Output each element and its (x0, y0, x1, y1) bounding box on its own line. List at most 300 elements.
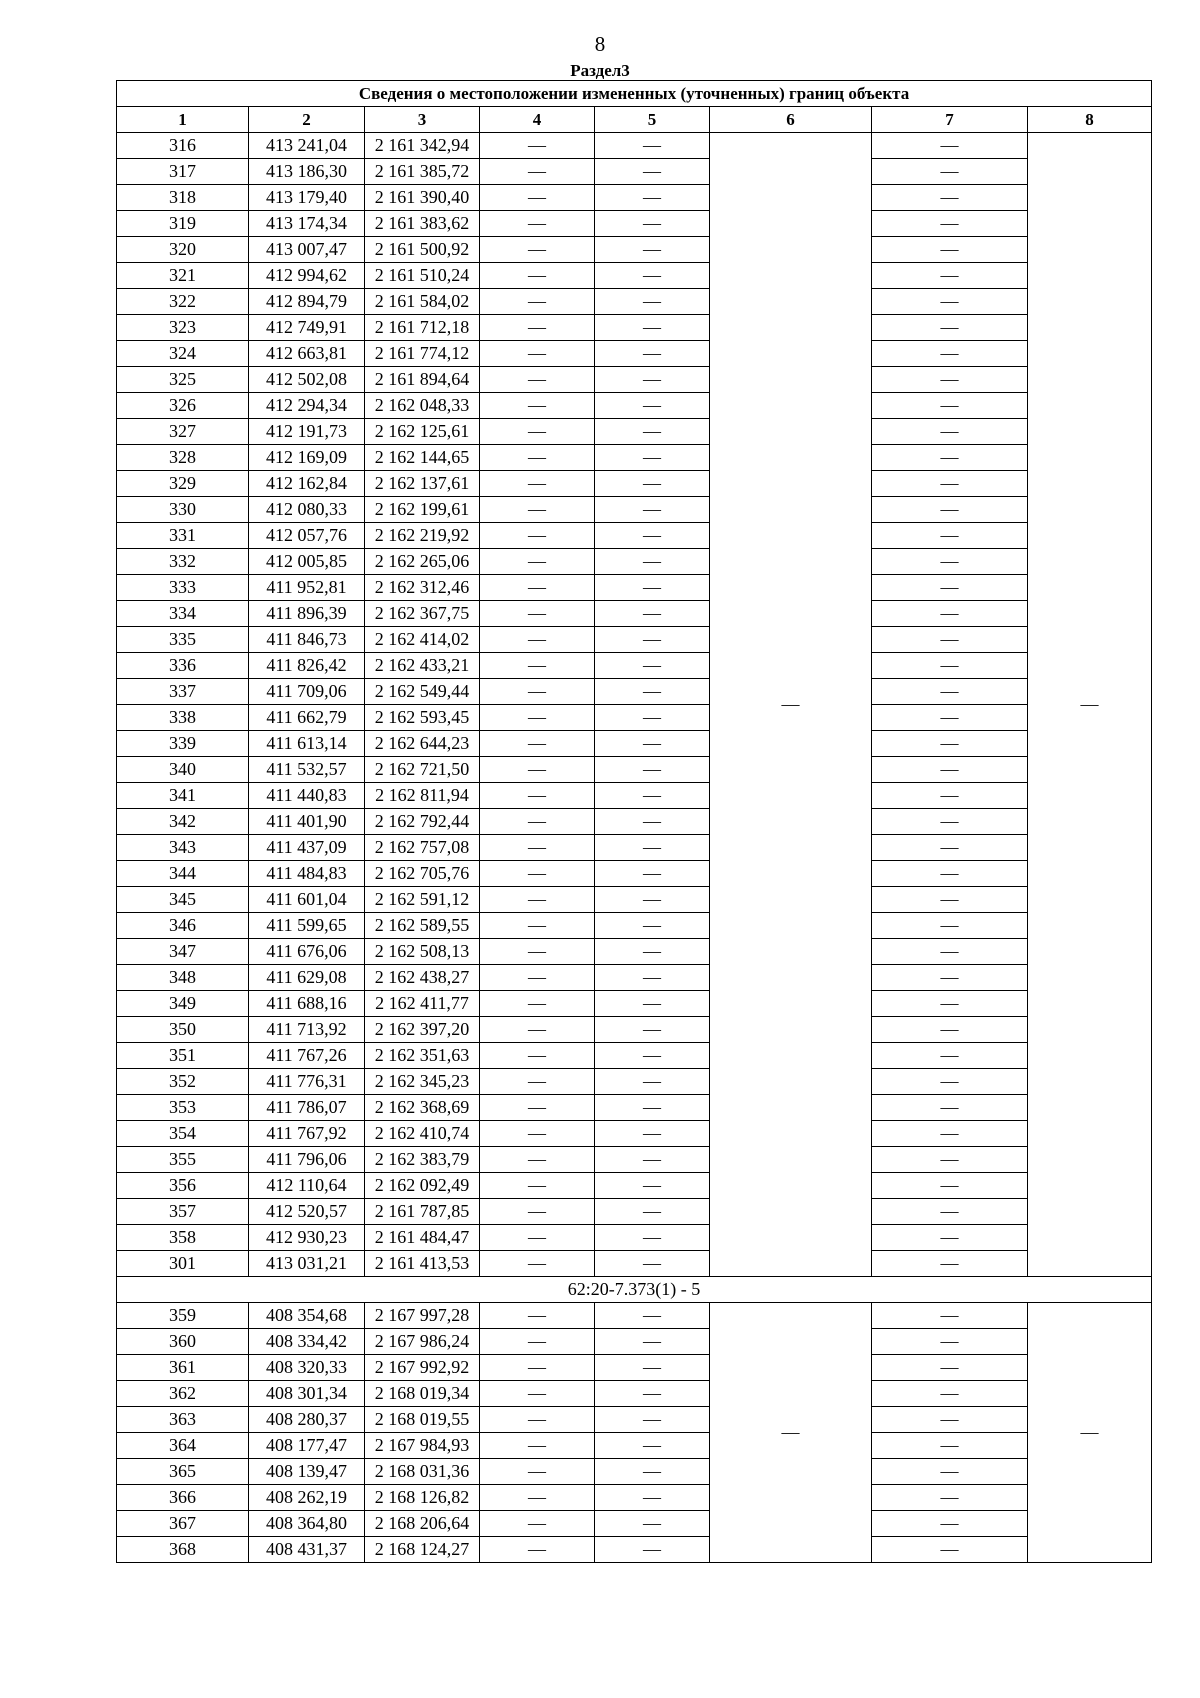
coord-x-cell: 411 846,73 (249, 627, 365, 653)
col7-dash-cell: — (872, 211, 1028, 237)
col5-dash-cell: — (595, 965, 710, 991)
col7-dash-cell: — (872, 887, 1028, 913)
coord-y-cell: 2 168 031,36 (365, 1459, 480, 1485)
col5-dash-cell: — (595, 1407, 710, 1433)
col7-dash-cell: — (872, 939, 1028, 965)
col4-dash-cell: — (480, 1355, 595, 1381)
coord-y-cell: 2 161 712,18 (365, 315, 480, 341)
coord-x-cell: 411 613,14 (249, 731, 365, 757)
col7-dash-cell: — (872, 445, 1028, 471)
col8-merged-cell: — (1028, 1303, 1152, 1563)
point-number-cell: 335 (117, 627, 249, 653)
coord-y-cell: 2 162 397,20 (365, 1017, 480, 1043)
col5-dash-cell: — (595, 705, 710, 731)
table-row (117, 731, 1152, 757)
col4-dash-cell: — (480, 471, 595, 497)
col4-dash-cell: — (480, 887, 595, 913)
coord-y-cell: 2 167 992,92 (365, 1355, 480, 1381)
point-number-cell: 355 (117, 1147, 249, 1173)
col5-dash-cell: — (595, 1095, 710, 1121)
point-number-cell: 321 (117, 263, 249, 289)
col5-dash-cell: — (595, 1303, 710, 1329)
coord-y-cell: 2 162 721,50 (365, 757, 480, 783)
col7-dash-cell: — (872, 731, 1028, 757)
coord-x-cell: 411 401,90 (249, 809, 365, 835)
coord-y-cell: 2 162 811,94 (365, 783, 480, 809)
table-row (117, 159, 1152, 185)
table-row (117, 367, 1152, 393)
table-row (117, 133, 1152, 159)
point-number-cell: 340 (117, 757, 249, 783)
table-row (117, 1433, 1152, 1459)
col4-dash-cell: — (480, 263, 595, 289)
coord-y-cell: 2 161 413,53 (365, 1251, 480, 1277)
table-row (117, 601, 1152, 627)
col4-dash-cell: — (480, 1017, 595, 1043)
col4-dash-cell: — (480, 523, 595, 549)
col7-dash-cell: — (872, 627, 1028, 653)
col6-merged-cell: — (710, 1303, 872, 1563)
coord-y-cell: 2 161 390,40 (365, 185, 480, 211)
col7-dash-cell: — (872, 965, 1028, 991)
coord-x-cell: 408 320,33 (249, 1355, 365, 1381)
coord-x-cell: 413 174,34 (249, 211, 365, 237)
point-number-cell: 358 (117, 1225, 249, 1251)
table-row (117, 1485, 1152, 1511)
col4-dash-cell: — (480, 1173, 595, 1199)
col5-dash-cell: — (595, 783, 710, 809)
point-number-cell: 349 (117, 991, 249, 1017)
column-header-6: 6 (710, 107, 872, 133)
col4-dash-cell: — (480, 1459, 595, 1485)
coord-x-cell: 411 676,06 (249, 939, 365, 965)
col4-dash-cell: — (480, 315, 595, 341)
coord-x-cell: 413 031,21 (249, 1251, 365, 1277)
col4-dash-cell: — (480, 1043, 595, 1069)
col4-dash-cell: — (480, 1433, 595, 1459)
table-row (117, 263, 1152, 289)
col7-dash-cell: — (872, 1069, 1028, 1095)
coord-y-cell: 2 162 411,77 (365, 991, 480, 1017)
table-row (117, 653, 1152, 679)
coord-x-cell: 411 786,07 (249, 1095, 365, 1121)
point-number-cell: 359 (117, 1303, 249, 1329)
col4-dash-cell: — (480, 1121, 595, 1147)
coord-y-cell: 2 162 265,06 (365, 549, 480, 575)
col5-dash-cell: — (595, 1121, 710, 1147)
point-number-cell: 357 (117, 1199, 249, 1225)
coord-x-cell: 412 057,76 (249, 523, 365, 549)
table-row (117, 1199, 1152, 1225)
col7-dash-cell: — (872, 1381, 1028, 1407)
coord-x-cell: 412 520,57 (249, 1199, 365, 1225)
col7-dash-cell: — (872, 393, 1028, 419)
col5-dash-cell: — (595, 679, 710, 705)
col7-dash-cell: — (872, 1225, 1028, 1251)
point-number-cell: 366 (117, 1485, 249, 1511)
col5-dash-cell: — (595, 1433, 710, 1459)
column-header-8: 8 (1028, 107, 1152, 133)
col4-dash-cell: — (480, 549, 595, 575)
coord-x-cell: 411 709,06 (249, 679, 365, 705)
col4-dash-cell: — (480, 965, 595, 991)
col5-dash-cell: — (595, 523, 710, 549)
table-row (117, 1147, 1152, 1173)
column-header-1: 1 (117, 107, 249, 133)
coord-y-cell: 2 161 383,62 (365, 211, 480, 237)
point-number-cell: 364 (117, 1433, 249, 1459)
col5-dash-cell: — (595, 1329, 710, 1355)
col7-dash-cell: — (872, 1043, 1028, 1069)
table-row (117, 523, 1152, 549)
col7-dash-cell: — (872, 783, 1028, 809)
table-row (117, 1303, 1152, 1329)
column-header-2: 2 (249, 107, 365, 133)
coord-y-cell: 2 162 351,63 (365, 1043, 480, 1069)
point-number-cell: 365 (117, 1459, 249, 1485)
coord-x-cell: 412 502,08 (249, 367, 365, 393)
col7-dash-cell: — (872, 861, 1028, 887)
table-row (117, 1459, 1152, 1485)
col5-dash-cell: — (595, 1043, 710, 1069)
coord-x-cell: 412 110,64 (249, 1173, 365, 1199)
coord-x-cell: 411 776,31 (249, 1069, 365, 1095)
coord-y-cell: 2 168 019,55 (365, 1407, 480, 1433)
point-number-cell: 368 (117, 1537, 249, 1563)
coord-y-cell: 2 168 206,64 (365, 1511, 480, 1537)
col7-dash-cell: — (872, 1485, 1028, 1511)
col5-dash-cell: — (595, 185, 710, 211)
coord-x-cell: 411 952,81 (249, 575, 365, 601)
col4-dash-cell: — (480, 341, 595, 367)
col7-dash-cell: — (872, 315, 1028, 341)
coord-y-cell: 2 162 591,12 (365, 887, 480, 913)
coord-y-cell: 2 162 593,45 (365, 705, 480, 731)
column-header-4: 4 (480, 107, 595, 133)
col4-dash-cell: — (480, 653, 595, 679)
point-number-cell: 334 (117, 601, 249, 627)
col6-merged-cell: — (710, 133, 872, 1277)
coordinates-table (116, 80, 1152, 1563)
col7-dash-cell: — (872, 1251, 1028, 1277)
point-number-cell: 337 (117, 679, 249, 705)
coord-x-cell: 411 896,39 (249, 601, 365, 627)
table-row (117, 679, 1152, 705)
col7-dash-cell: — (872, 263, 1028, 289)
coord-y-cell: 2 168 124,27 (365, 1537, 480, 1563)
col5-dash-cell: — (595, 1199, 710, 1225)
point-number-cell: 356 (117, 1173, 249, 1199)
coord-x-cell: 411 599,65 (249, 913, 365, 939)
col7-dash-cell: — (872, 1537, 1028, 1563)
table-caption: Сведения о местоположении измененных (уточненных) границ объекта (117, 81, 1152, 107)
col4-dash-cell: — (480, 393, 595, 419)
col4-dash-cell: — (480, 367, 595, 393)
coord-x-cell: 411 688,16 (249, 991, 365, 1017)
table-row (117, 913, 1152, 939)
coord-y-cell: 2 161 500,92 (365, 237, 480, 263)
col5-dash-cell: — (595, 1251, 710, 1277)
col5-dash-cell: — (595, 913, 710, 939)
section-title: Раздел3 (570, 61, 630, 80)
col7-dash-cell: — (872, 1095, 1028, 1121)
coord-y-cell: 2 162 219,92 (365, 523, 480, 549)
coord-x-cell: 411 484,83 (249, 861, 365, 887)
table-row (117, 627, 1152, 653)
coord-x-cell: 408 301,34 (249, 1381, 365, 1407)
col7-dash-cell: — (872, 1303, 1028, 1329)
point-number-cell: 345 (117, 887, 249, 913)
col5-dash-cell: — (595, 1537, 710, 1563)
col5-dash-cell: — (595, 939, 710, 965)
col5-dash-cell: — (595, 471, 710, 497)
point-number-cell: 344 (117, 861, 249, 887)
col4-dash-cell: — (480, 1407, 595, 1433)
col4-dash-cell: — (480, 1147, 595, 1173)
table-row (117, 991, 1152, 1017)
table-row (117, 1173, 1152, 1199)
coord-y-cell: 2 162 368,69 (365, 1095, 480, 1121)
point-number-cell: 325 (117, 367, 249, 393)
table-row (117, 393, 1152, 419)
point-number-cell: 350 (117, 1017, 249, 1043)
coord-x-cell: 408 262,19 (249, 1485, 365, 1511)
point-number-cell: 317 (117, 159, 249, 185)
coord-x-cell: 408 364,80 (249, 1511, 365, 1537)
coord-y-cell: 2 162 312,46 (365, 575, 480, 601)
col7-dash-cell: — (872, 1459, 1028, 1485)
table-row (117, 1017, 1152, 1043)
column-header-5: 5 (595, 107, 710, 133)
point-number-cell: 343 (117, 835, 249, 861)
point-number-cell: 346 (117, 913, 249, 939)
coord-y-cell: 2 161 510,24 (365, 263, 480, 289)
coord-y-cell: 2 162 438,27 (365, 965, 480, 991)
col4-dash-cell: — (480, 1485, 595, 1511)
coord-y-cell: 2 162 414,02 (365, 627, 480, 653)
col4-dash-cell: — (480, 913, 595, 939)
coord-x-cell: 411 826,42 (249, 653, 365, 679)
col4-dash-cell: — (480, 289, 595, 315)
coord-x-cell: 408 431,37 (249, 1537, 365, 1563)
col7-dash-cell: — (872, 913, 1028, 939)
point-number-cell: 336 (117, 653, 249, 679)
coord-y-cell: 2 161 385,72 (365, 159, 480, 185)
col4-dash-cell: — (480, 237, 595, 263)
col4-dash-cell: — (480, 419, 595, 445)
point-number-cell: 360 (117, 1329, 249, 1355)
col7-dash-cell: — (872, 1511, 1028, 1537)
col7-dash-cell: — (872, 1173, 1028, 1199)
col7-dash-cell: — (872, 1199, 1028, 1225)
table-row (117, 575, 1152, 601)
coord-y-cell: 2 162 199,61 (365, 497, 480, 523)
coord-y-cell: 2 162 549,44 (365, 679, 480, 705)
coord-x-cell: 412 749,91 (249, 315, 365, 341)
col5-dash-cell: — (595, 367, 710, 393)
coord-x-cell: 408 280,37 (249, 1407, 365, 1433)
table-row (117, 705, 1152, 731)
coord-y-cell: 2 162 345,23 (365, 1069, 480, 1095)
col5-dash-cell: — (595, 653, 710, 679)
col4-dash-cell: — (480, 133, 595, 159)
coord-y-cell: 2 168 126,82 (365, 1485, 480, 1511)
coord-y-cell: 2 162 433,21 (365, 653, 480, 679)
col4-dash-cell: — (480, 1251, 595, 1277)
col7-dash-cell: — (872, 705, 1028, 731)
table-row (117, 419, 1152, 445)
table-row (117, 757, 1152, 783)
coord-x-cell: 412 994,62 (249, 263, 365, 289)
coord-y-cell: 2 162 410,74 (365, 1121, 480, 1147)
col5-dash-cell: — (595, 757, 710, 783)
coord-x-cell: 413 186,30 (249, 159, 365, 185)
coord-x-cell: 411 532,57 (249, 757, 365, 783)
col7-dash-cell: — (872, 835, 1028, 861)
point-number-cell: 327 (117, 419, 249, 445)
col4-dash-cell: — (480, 445, 595, 471)
table-row (117, 1511, 1152, 1537)
coord-x-cell: 412 294,34 (249, 393, 365, 419)
col4-dash-cell: — (480, 601, 595, 627)
col7-dash-cell: — (872, 1121, 1028, 1147)
col4-dash-cell: — (480, 731, 595, 757)
col7-dash-cell: — (872, 1355, 1028, 1381)
point-number-cell: 363 (117, 1407, 249, 1433)
col4-dash-cell: — (480, 1069, 595, 1095)
col4-dash-cell: — (480, 1511, 595, 1537)
coord-x-cell: 411 767,92 (249, 1121, 365, 1147)
col7-dash-cell: — (872, 757, 1028, 783)
coord-y-cell: 2 168 019,34 (365, 1381, 480, 1407)
col5-dash-cell: — (595, 575, 710, 601)
point-number-cell: 323 (117, 315, 249, 341)
col4-dash-cell: — (480, 809, 595, 835)
col5-dash-cell: — (595, 1485, 710, 1511)
coord-y-cell: 2 162 757,08 (365, 835, 480, 861)
column-header-row (117, 107, 1152, 133)
table-row (117, 341, 1152, 367)
coord-x-cell: 412 191,73 (249, 419, 365, 445)
col7-dash-cell: — (872, 185, 1028, 211)
coord-y-cell: 2 162 137,61 (365, 471, 480, 497)
coord-x-cell: 413 241,04 (249, 133, 365, 159)
point-number-cell: 341 (117, 783, 249, 809)
col7-dash-cell: — (872, 367, 1028, 393)
point-number-cell: 351 (117, 1043, 249, 1069)
coord-x-cell: 411 767,26 (249, 1043, 365, 1069)
table-row (117, 1121, 1152, 1147)
coord-y-cell: 2 162 367,75 (365, 601, 480, 627)
col5-dash-cell: — (595, 731, 710, 757)
col5-dash-cell: — (595, 497, 710, 523)
coord-y-cell: 2 162 792,44 (365, 809, 480, 835)
col4-dash-cell: — (480, 1303, 595, 1329)
table-row (117, 185, 1152, 211)
col4-dash-cell: — (480, 211, 595, 237)
col7-dash-cell: — (872, 523, 1028, 549)
coord-y-cell: 2 161 787,85 (365, 1199, 480, 1225)
col5-dash-cell: — (595, 1459, 710, 1485)
col7-dash-cell: — (872, 419, 1028, 445)
col7-dash-cell: — (872, 1329, 1028, 1355)
col5-dash-cell: — (595, 237, 710, 263)
col5-dash-cell: — (595, 601, 710, 627)
table-row (117, 783, 1152, 809)
point-number-cell: 367 (117, 1511, 249, 1537)
coord-x-cell: 408 139,47 (249, 1459, 365, 1485)
coord-y-cell: 2 161 774,12 (365, 341, 480, 367)
coord-y-cell: 2 162 048,33 (365, 393, 480, 419)
col4-dash-cell: — (480, 1329, 595, 1355)
point-number-cell: 301 (117, 1251, 249, 1277)
col5-dash-cell: — (595, 809, 710, 835)
point-number-cell: 326 (117, 393, 249, 419)
table-row (117, 315, 1152, 341)
table-row (117, 1069, 1152, 1095)
col7-dash-cell: — (872, 809, 1028, 835)
page-number: 8 (594, 32, 606, 56)
coord-x-cell: 412 080,33 (249, 497, 365, 523)
table-row (117, 497, 1152, 523)
col4-dash-cell: — (480, 627, 595, 653)
col7-dash-cell: — (872, 653, 1028, 679)
col5-dash-cell: — (595, 1355, 710, 1381)
table-row (117, 887, 1152, 913)
col7-dash-cell: — (872, 991, 1028, 1017)
point-number-cell: 316 (117, 133, 249, 159)
point-number-cell: 322 (117, 289, 249, 315)
col7-dash-cell: — (872, 575, 1028, 601)
coord-y-cell: 2 161 894,64 (365, 367, 480, 393)
col7-dash-cell: — (872, 679, 1028, 705)
col7-dash-cell: — (872, 1433, 1028, 1459)
col4-dash-cell: — (480, 757, 595, 783)
col5-dash-cell: — (595, 263, 710, 289)
point-number-cell: 362 (117, 1381, 249, 1407)
col7-dash-cell: — (872, 1407, 1028, 1433)
col4-dash-cell: — (480, 835, 595, 861)
coord-y-cell: 2 161 584,02 (365, 289, 480, 315)
col5-dash-cell: — (595, 419, 710, 445)
table-row (117, 1043, 1152, 1069)
col5-dash-cell: — (595, 1511, 710, 1537)
coord-x-cell: 412 663,81 (249, 341, 365, 367)
coord-x-cell: 411 437,09 (249, 835, 365, 861)
coord-x-cell: 412 162,84 (249, 471, 365, 497)
table-row (117, 939, 1152, 965)
coord-x-cell: 411 713,92 (249, 1017, 365, 1043)
col7-dash-cell: — (872, 159, 1028, 185)
col7-dash-cell: — (872, 1147, 1028, 1173)
col4-dash-cell: — (480, 497, 595, 523)
table-row (117, 1407, 1152, 1433)
col5-dash-cell: — (595, 1147, 710, 1173)
col5-dash-cell: — (595, 861, 710, 887)
col4-dash-cell: — (480, 991, 595, 1017)
col7-dash-cell: — (872, 341, 1028, 367)
col4-dash-cell: — (480, 705, 595, 731)
point-number-cell: 318 (117, 185, 249, 211)
col5-dash-cell: — (595, 393, 710, 419)
col5-dash-cell: — (595, 159, 710, 185)
col5-dash-cell: — (595, 341, 710, 367)
table-row (117, 1537, 1152, 1563)
coord-x-cell: 411 629,08 (249, 965, 365, 991)
table-row (117, 289, 1152, 315)
col7-dash-cell: — (872, 601, 1028, 627)
coord-y-cell: 2 167 997,28 (365, 1303, 480, 1329)
